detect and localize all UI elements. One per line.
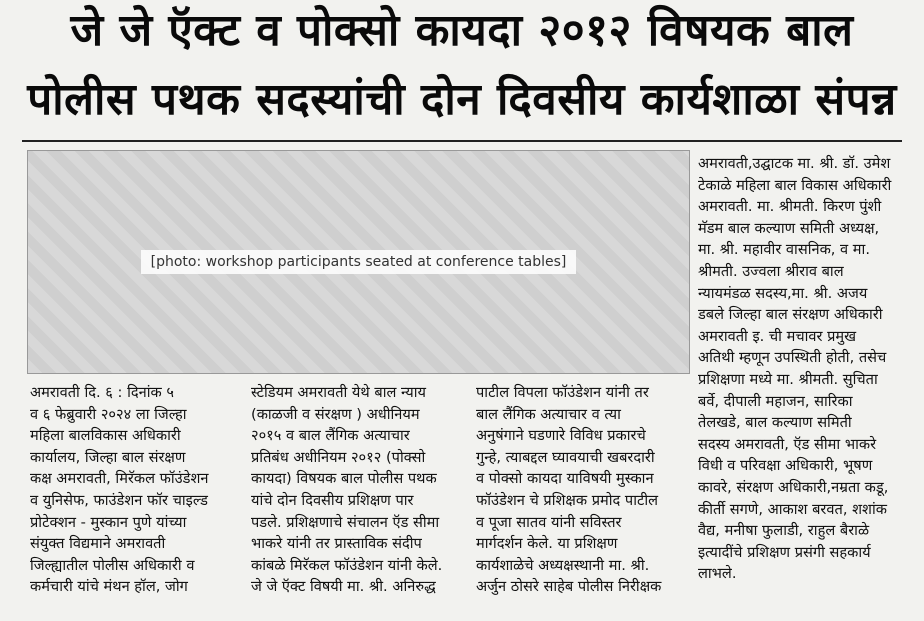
headline-divider: [22, 140, 902, 142]
article-line: अमरावती दि. ६ : दिनांक ५: [30, 384, 174, 401]
article-line: जिल्ह्यातील पोलीस अधिकारी व: [30, 556, 195, 574]
article-line: गुन्हे, त्याबद्दल घ्यावयाची खबरदारी: [476, 448, 655, 466]
article-line: फॉउंडेशन चे प्रशिक्षक प्रमोद पाटील: [476, 491, 659, 509]
article-line: प्रोटेक्शन - मुस्कान पुणे यांच्या: [30, 513, 187, 531]
article-line: लाभले.: [698, 565, 737, 583]
article-line: २०१५ व बाल लैंगिक अत्याचार: [251, 427, 410, 445]
article-line: श्रीमती. उज्वला श्रीराव बाल: [698, 262, 844, 280]
article-line: जे जे ऍक्ट विषयी मा. श्री. अनिरुद्ध: [251, 578, 436, 596]
article-line: पडले. प्रशिक्षणाचे संचालन ऍड सीमा: [251, 513, 440, 531]
headline-line-2: पोलीस पथक सदस्यांची दोन दिवसीय कार्यशाळा संपन्न: [27, 74, 897, 125]
article-column-1: [30, 382, 238, 598]
article-line: कीर्ती सगणे, आकाश बरवत, शशांक: [698, 500, 887, 518]
article-line: व पूजा सातव यांनी सविस्तर: [476, 513, 622, 531]
article-line: कार्यशाळेचे अध्यक्षस्थानी मा. श्री.: [476, 556, 650, 574]
article-line: मा. श्री. महावीर वासनिक, व मा.: [698, 241, 870, 259]
article-line: तेलखडे, बाल कल्याण समिती: [698, 414, 852, 432]
article-line: कांबळे मिरॅकल फॉउंडेशन यांनी केले.: [251, 556, 443, 574]
article-line: न्यायमंडळ सदस्य,मा. श्री. अजय: [698, 284, 868, 302]
article-line: कक्ष अमरावती, मिरॅकल फॉउंडेशन: [30, 470, 209, 488]
article-line: अमरावती. मा. श्रीमती. किरण पुंशी: [698, 198, 882, 216]
article-line: प्रशिक्षणा मध्ये मा. श्रीमती. सुचिता: [698, 370, 878, 388]
article-line: डबले जिल्हा बाल संरक्षण अधिकारी: [698, 306, 883, 324]
headline-line-1: जे जे ऍक्ट व पोक्सो कायदा २०१२ विषयक बाल: [70, 5, 854, 56]
article-line: अमरावती इ. ची मचावर प्रमुख: [698, 327, 857, 345]
article-column-2: [251, 382, 466, 598]
article-line: बर्वे, दीपाली महाजन, सारिका: [698, 392, 853, 410]
article-line: अमरावती,उद्घाटक मा. श्री. डॉ. उमेश: [698, 155, 891, 172]
article-line: अतिथी म्हणून उपस्थिती होती, तसेच: [698, 349, 887, 367]
article-line: (काळजी व संरक्षण ) अधीनियम: [251, 405, 420, 423]
article-line: संयुक्त विद्यमाने अमरावती: [30, 535, 166, 553]
article-line: यांचे दोन दिवसीय प्रशिक्षण पार: [251, 491, 414, 509]
article-line: मॅडम बाल कल्याण समिती अध्यक्ष,: [698, 219, 880, 237]
article-column-3: [476, 382, 690, 598]
article-line: वैद्य, मनीषा फुलाडी, राहुल बैराळे: [698, 522, 870, 540]
article-line: कर्मचारी यांचे मंथन हॉल, जोग: [30, 578, 188, 596]
article-column-4: [698, 153, 916, 585]
article-line: कायदा) विषयक बाल पोलीस पथक: [251, 470, 437, 488]
article-line: विधी व परिवक्षा अधिकारी, भूषण: [698, 457, 873, 475]
article-line: कावरे, संरक्षण अधिकारी,नम्रता कडू,: [698, 478, 889, 496]
article-line: स्टेडियम अमरावती येथे बाल न्याय: [251, 384, 427, 401]
article-line: भाकरे यांनी तर प्रास्ताविक संदीप: [251, 535, 422, 553]
article-line: व युनिसेफ, फाउंडेशन फॉर चाइल्ड: [30, 491, 208, 509]
article-line: महिला बालविकास अधिकारी: [30, 427, 181, 445]
article-line: सदस्य अमरावती, ऍड सीमा भाकरे: [698, 435, 877, 453]
news-photo: [27, 150, 690, 374]
article-line: व पोक्सो कायदा याविषयी मुस्कान: [476, 470, 654, 488]
photo-placeholder-label: [photo: workshop participants seated at conference tables]: [141, 250, 577, 274]
article-line: इत्यादींचे प्रशिक्षण प्रसंगी सहकार्य: [698, 543, 871, 561]
article-line: व ६ फेब्रुवारी २०२४ ला जिल्हा: [30, 405, 187, 423]
article-line: अर्जुन ठोसरे साहेब पोलीस निरीक्षक: [476, 578, 662, 596]
article-line: कार्यालय, जिल्हा बाल संरक्षण: [30, 448, 186, 466]
article-line: अनुषंगाने घडणारे विविध प्रकारचे: [476, 427, 646, 445]
article-line: प्रतिबंध अधीनियम २०१२ (पोक्सो: [251, 448, 426, 466]
article-line: बाल लैंगिक अत्याचार व त्या: [476, 405, 621, 423]
article-line: पाटील विपला फॉउंडेशन यांनी तर: [476, 384, 649, 401]
article-line: टेकाळे महिला बाल विकास अधिकारी: [698, 176, 892, 194]
article-line: मार्गदर्शन केले. या प्रशिक्षण: [476, 535, 618, 553]
